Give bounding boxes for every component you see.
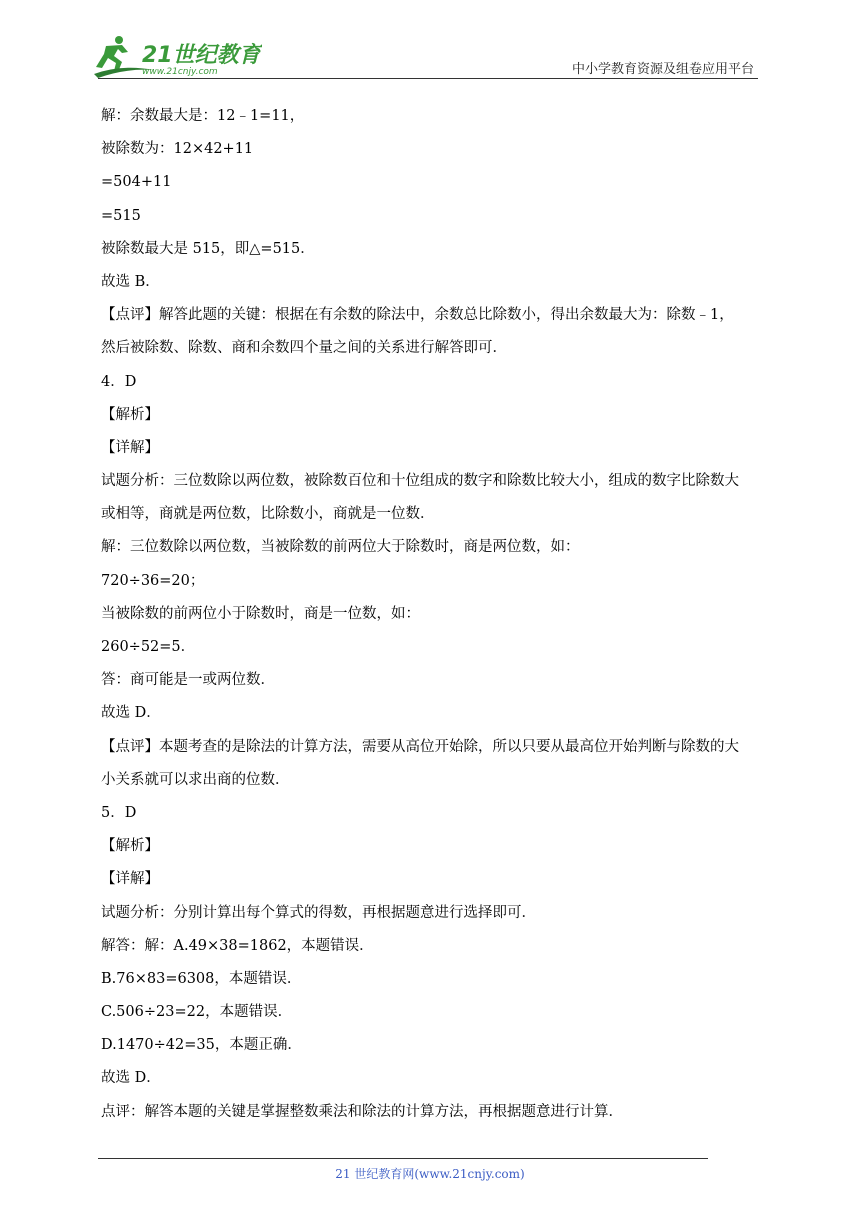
text-line: 4．D	[101, 373, 137, 390]
text-line: 【解析】	[101, 406, 159, 423]
text-line: 答：商可能是一或两位数．	[101, 672, 275, 689]
text-line: 小关系就可以求出商的位数．	[101, 771, 290, 788]
logo	[92, 34, 262, 78]
text-line: 试题分析：三位数除以两位数，被除数百位和十位组成的数字和除数比较大小，组成的数字比除数大	[101, 473, 739, 490]
header-divider	[98, 78, 758, 79]
text-line: 试题分析：分别计算出每个算式的得数，再根据题意进行选择即可．	[101, 904, 536, 921]
text-line: 当被除数的前两位小于除数时，商是一位数，如：	[101, 605, 420, 622]
text-line: 被除数最大是 515，即△=515．	[101, 240, 315, 257]
page-header	[0, 0, 860, 80]
text-line: 解：余数最大是：12﹣1=11，	[101, 108, 305, 124]
text-line: =515	[101, 207, 141, 224]
document-body	[101, 100, 771, 1129]
text-line: 720÷36=20；	[101, 572, 205, 589]
text-line: 260÷52=5．	[101, 639, 196, 655]
logo-url: www.21cnjy.com	[142, 67, 218, 77]
text-line: 故选 D．	[101, 705, 161, 722]
text-line: 【详解】	[101, 871, 159, 888]
text-line: 【点评】本题考查的是除法的计算方法，需要从高位开始除，所以只要从最高位开始判断与除数的大	[101, 738, 739, 755]
footer-text: 21 世纪教育网(www.21cnjy.com)	[335, 1167, 525, 1181]
text-line: B.76×83=6308，本题错误．	[101, 970, 302, 987]
text-line: C.506÷23=22，本题错误．	[101, 1004, 293, 1021]
text-line: 然后被除数、除数、商和余数四个量之间的关系进行解答即可．	[101, 340, 507, 357]
header-platform-text: 中小学教育资源及组卷应用平台	[571, 62, 754, 77]
text-line: 5．D	[101, 804, 137, 821]
text-line: 或相等，商就是两位数，比除数小，商就是一位数．	[101, 506, 435, 523]
text-line: 【解析】	[101, 838, 159, 855]
text-line: 解：三位数除以两位数，当被除数的前两位大于除数时，商是两位数，如：	[101, 539, 580, 556]
text-line: 点评：解答本题的关键是掌握整数乘法和除法的计算方法，再根据题意进行计算．	[101, 1103, 623, 1120]
logo-text: 21世纪教育	[142, 43, 261, 68]
text-line: 解答：解：A.49×38=1862，本题错误．	[101, 937, 374, 954]
text-line: 被除数为：12×42+11	[101, 141, 254, 158]
text-line: D.1470÷42=35，本题正确．	[101, 1037, 302, 1054]
text-line: =504+11	[101, 174, 172, 191]
text-line: 故选 B．	[101, 273, 160, 290]
footer-divider	[98, 1158, 708, 1159]
text-line: 故选 D．	[101, 1070, 161, 1087]
text-line: 【详解】	[101, 439, 159, 456]
text-line: 【点评】解答此题的关键：根据在有余数的除法中，余数总比除数小，得出余数最大为：除数﹣1，	[101, 307, 734, 324]
